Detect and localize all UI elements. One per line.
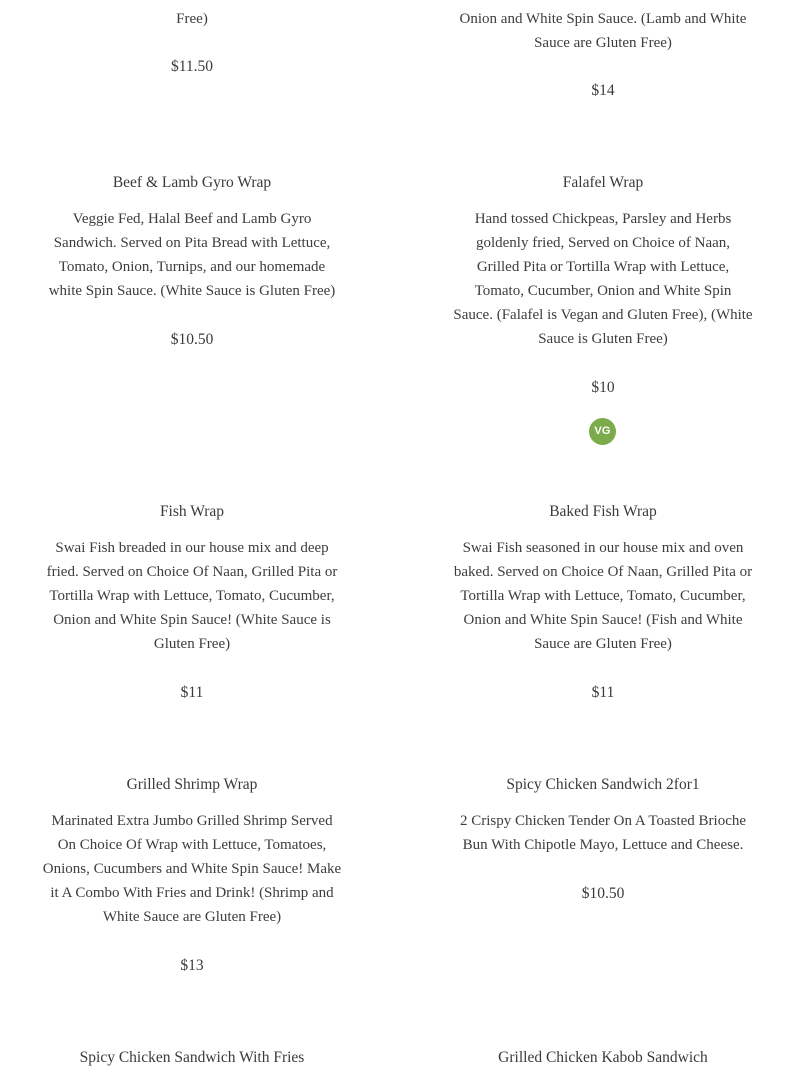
menu-item[interactable] xyxy=(42,773,342,974)
item-description: 2 Crispy Chicken Tender On A Toasted Brioche Bun With Chipotle Mayo, Lettuce and Cheese. xyxy=(459,813,747,853)
item-name: Grilled Chicken Kabob Sandwich xyxy=(498,1049,708,1066)
item-name: Baked Fish Wrap xyxy=(549,503,657,520)
menu-item[interactable] xyxy=(453,1046,753,1070)
item-description: Free) xyxy=(176,11,208,27)
item-price: $11 xyxy=(591,684,615,701)
item-price: $10.50 xyxy=(170,331,214,348)
item-description: Marinated Extra Jumbo Grilled Shrimp Served On Choice Of Wrap with Lettuce, Tomatoes, Onions, Cucumbers and White Spin Sauce! Make it A Combo With Fries and Drink! (Shrimp and White Sauce are Gluten Free) xyxy=(42,813,342,925)
item-price: $10.50 xyxy=(581,885,625,902)
menu-item[interactable] xyxy=(453,7,753,99)
item-name: Beef & Lamb Gyro Wrap xyxy=(112,174,272,191)
menu-item[interactable] xyxy=(453,500,753,701)
item-price: $13 xyxy=(180,957,204,974)
item-description: Swai Fish seasoned in our house mix and oven baked. Served on Choice Of Naan, Grilled Pita or Tortilla Wrap with Lettuce, Tomato, Cucumber, Onion and White Spin Sauce! (Fish and White Sauce are Gluten Free) xyxy=(453,540,753,652)
menu-item[interactable] xyxy=(42,1046,342,1070)
item-price: $11 xyxy=(180,684,204,701)
menu-item[interactable] xyxy=(42,171,342,348)
menu-item[interactable] xyxy=(453,773,753,902)
item-price: $14 xyxy=(591,82,615,99)
item-description: Swai Fish breaded in our house mix and deep fried. Served on Choice Of Naan, Grilled Pita or Tortilla Wrap with Lettuce, Tomato, Cucumber, Onion and White Spin Sauce! (White Sauce is Gluten Free) xyxy=(46,540,338,652)
menu-item[interactable] xyxy=(42,7,342,75)
item-name: Spicy Chicken Sandwich 2for1 xyxy=(506,776,700,793)
item-name: Fish Wrap xyxy=(159,503,225,520)
vegan-badge-icon: VG xyxy=(589,418,616,445)
item-description: Onion and White Spin Sauce. (Lamb and White Sauce are Gluten Free) xyxy=(459,11,747,51)
item-name: Grilled Shrimp Wrap xyxy=(126,776,258,793)
menu-item[interactable] xyxy=(42,500,342,701)
item-name: Spicy Chicken Sandwich With Fries xyxy=(79,1049,305,1066)
item-price: $11.50 xyxy=(170,58,214,75)
item-description: Hand tossed Chickpeas, Parsley and Herbs goldenly fried, Served on Choice of Naan, Grilled Pita or Tortilla Wrap with Lettuce, Tomato, Cucumber, Onion and White Spin Sauce. (Falafel is Vegan and Gluten Free), (White Sauce is Gluten Free) xyxy=(453,211,753,347)
menu-item[interactable] xyxy=(453,171,753,437)
item-description: Veggie Fed, Halal Beef and Lamb Gyro Sandwich. Served on Pita Bread with Lettuce, Tomato, Onion, Turnips, and our homemade white Spin Sauce. (White Sauce is Gluten Free) xyxy=(48,211,336,299)
item-name: Falafel Wrap xyxy=(562,174,644,191)
item-price: $10 xyxy=(591,379,615,396)
